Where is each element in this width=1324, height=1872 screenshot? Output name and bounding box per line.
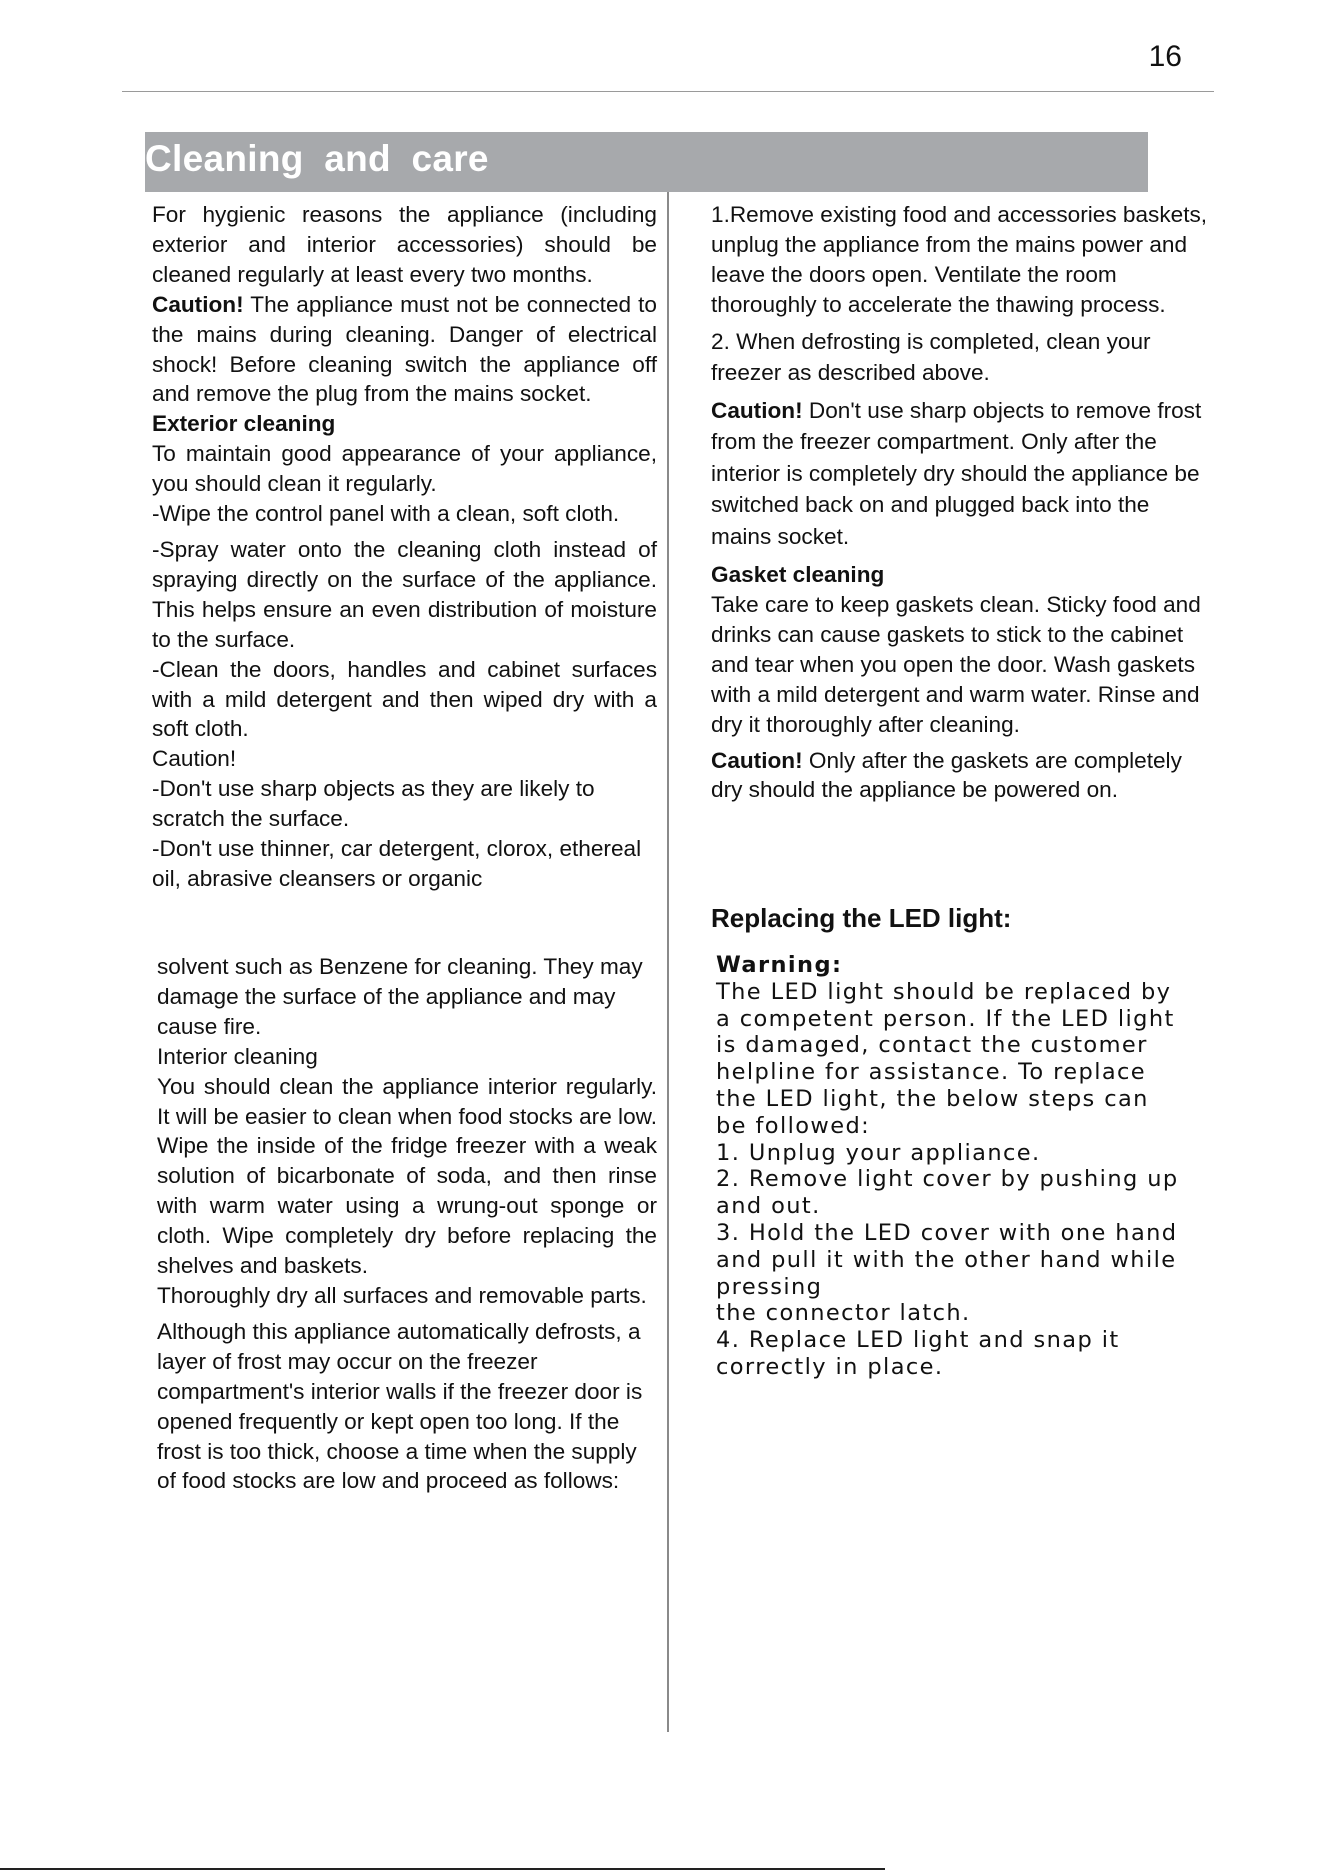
- interior-cleaning-heading: Interior cleaning: [157, 1043, 318, 1069]
- warning-label: Warning:: [716, 952, 843, 978]
- defrost-step-2: 2. When defrosting is completed, clean your freezer as described above.: [711, 328, 1151, 386]
- gasket-cleaning-text: Take care to keep gaskets clean. Sticky food and drinks can cause gaskets to stick to the cabinet and tear when you open the door. Wash gaskets with a mild detergent and warm water. Rinse and dry it thoroughly after cleaning.: [711, 592, 1201, 737]
- no-thinner-text: -Don't use thinner, car detergent, clorox, ethereal oil, abrasive cleansers or organic: [152, 836, 642, 891]
- caution-label: Caution!: [711, 747, 803, 773]
- gasket-cleaning-heading: Gasket cleaning: [711, 562, 885, 588]
- caution-paragraph-4: [711, 746, 1211, 806]
- header-rule: [122, 91, 1214, 92]
- left-column-lower: [157, 952, 657, 1496]
- caution-text: Don't use sharp objects to remove frost from the freezer compartment. Only after the interior is completely dry should the appliance be switched back on and plugged back into the mains socket.: [711, 397, 1202, 549]
- led-step-1: 1. Unplug your appliance.: [716, 1139, 1041, 1166]
- exterior-cleaning-heading: Exterior cleaning: [152, 411, 336, 437]
- led-step-4: 4. Replace LED light and snap it correctly in place.: [716, 1327, 1120, 1380]
- section-banner: [145, 132, 1148, 192]
- no-thinner-continued: solvent such as Benzene for cleaning. They may damage the surface of the appliance and may cause fire.: [157, 954, 643, 1039]
- footer-rule: [0, 1868, 885, 1870]
- exterior-cleaning-text: To maintain good appearance of your appliance, you should clean it regularly.: [152, 441, 657, 497]
- led-replacement-block: [716, 952, 1186, 1381]
- led-step-3: 3. Hold the LED cover with one hand and pull it with the other hand while pressing: [716, 1219, 1178, 1300]
- warning-text: The LED light should be replaced by a competent person. If the LED light is damaged, contact the customer helpline for assistance. To replace the LED light, the below steps can be followed:: [716, 978, 1175, 1139]
- column-divider: [667, 192, 669, 1732]
- section-title: Cleaning and care: [145, 138, 489, 179]
- interior-cleaning-text: You should clean the appliance interior regularly. It will be easier to clean when food stocks are low. Wipe the inside of the fridge freezer with a weak solution of bicarbonate of soda, and then rinse with warm water using a wrung-out sponge or cloth. Wipe completely dry before replacing the shelves and baskets.: [157, 1073, 657, 1279]
- led-step-3-continued: the connector latch.: [716, 1300, 971, 1327]
- intro-paragraph: For hygienic reasons the appliance (including exterior and interior accessories) should be cleaned regularly at least every two months.: [152, 202, 657, 287]
- page-number: 16: [1148, 40, 1182, 73]
- caution-label: Caution!: [711, 397, 803, 423]
- caution-label: Caution!: [152, 291, 244, 317]
- caution-plain-label: Caution!: [152, 746, 237, 772]
- clean-doors-text: -Clean the doors, handles and cabinet surfaces with a mild detergent and then wiped dry with a soft cloth.: [152, 656, 657, 742]
- caution-paragraph-1: [152, 290, 657, 410]
- caution-paragraph-3: [711, 395, 1211, 553]
- right-column: [711, 200, 1211, 805]
- led-step-2: 2. Remove light cover by pushing up and out.: [716, 1166, 1179, 1220]
- dry-surfaces-text: Thoroughly dry all surfaces and removable parts.: [157, 1282, 647, 1308]
- caution-text: The appliance must not be connected to the mains during cleaning. Danger of electrical shock! Before cleaning switch the appliance off and remove the plug from the mains socket.: [152, 291, 657, 407]
- frost-text: Although this appliance automatically defrosts, a layer of frost may occur on the freezer compartment's interior walls if the freezer door is opened frequently or kept open too long. If the frost is too thick, choose a time when the supply of food stocks are low and proceed as follows:: [157, 1318, 643, 1494]
- led-replacement-heading: Replacing the LED light:: [711, 903, 1012, 933]
- caution-text: Only after the gaskets are completely dry should the appliance be powered on.: [711, 747, 1182, 803]
- wipe-panel-text: -Wipe the control panel with a clean, soft cloth.: [152, 501, 620, 527]
- left-column-upper: [152, 200, 657, 894]
- defrost-step-1: 1.Remove existing food and accessories baskets, unplug the appliance from the mains power and leave the doors open. Ventilate the room thoroughly to accelerate the thawing process.: [711, 202, 1208, 317]
- no-sharp-objects-text: -Don't use sharp objects as they are likely to scratch the surface.: [152, 776, 595, 832]
- spray-water-text: -Spray water onto the cleaning cloth instead of spraying directly on the surface of the appliance. This helps ensure an even distribution of moisture to the surface.: [152, 536, 657, 652]
